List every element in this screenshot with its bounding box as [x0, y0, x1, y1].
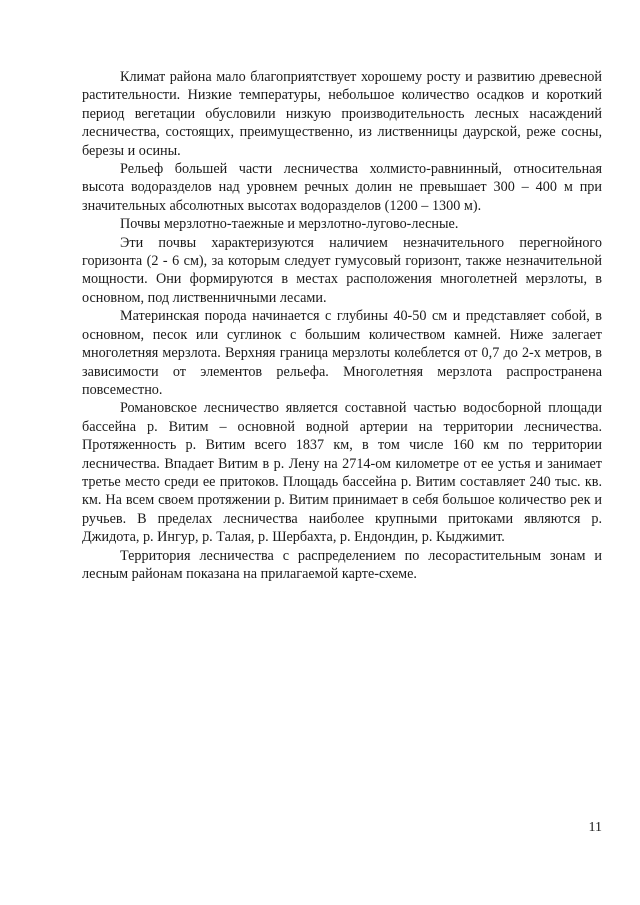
paragraph-soil-horizons: Эти почвы характеризуются наличием незначительного перегнойного горизонта (2 - 6 см), за которым следует гумусовый горизонт, также незначительной мощности. Они формируются в местах расположения многолетней мерзлоты, в основном, под лиственничными лесами.	[82, 234, 602, 306]
paragraph-vitim-river: Романовское лесничество является составной частью водосборной площади бассейна р. Витим – основной водной артерии на территории лесничества. Протяженность р. Витим всего 1837 км, в том числе 160 км по территории лесничества. Впадает Витим в р. Лену на 2714-ом километре от ее устья и занимает третье место среди ее притоков. Площадь бассейна р. Витим составляет 240 тыс. кв. км. На всем своем протяжении р. Витим принимает в себя большое количество рек и ручьев. В пределах лесничества наиболее крупными притоками являются р. Джидота, р. Ингур, р. Талая, р. Шербахта, р. Ендондин, р. Кыджимит.	[82, 400, 602, 546]
paragraph-parent-rock: Материнская порода начинается с глубины 40-50 см и представляет собой, в основном, песок или суглинок с большим количеством камней. Ниже залегает многолетняя мерзлота. Верхняя граница мерзлоты колеблется от 0,7 до 2-х метров, в зависимости от элементов рельефа. Многолетняя мерзлота распространена повсеместно.	[82, 308, 602, 398]
paragraph-relief: Рельеф большей части лесничества холмисто-равнинный, относительная высота водоразделов над уровнем речных долин не превышает 300 – 400 м при значительных абсолютных высотах водоразделов (1200 – 1300 м).	[82, 161, 602, 214]
paragraph-map-reference: Территория лесничества с распределением по лесорастительным зонам и лесным районам показана на прилагаемой карте-схеме.	[82, 547, 602, 582]
paragraph-soils: Почвы мерзлотно-таежные и мерзлотно-лугово-лесные.	[120, 216, 459, 233]
paragraph-climate: Климат района мало благоприятствует хорошему росту и развитию древесной растительности. Низкие температуры, небольшое количество осадков и короткий период вегетации обусловили низкую производительность лесных насаждений лесничества, состоящих, преимущественно, из лиственницы даурской, реже сосны, березы и осины.	[82, 69, 602, 159]
page-number: 11	[588, 820, 602, 835]
document-body	[82, 68, 602, 583]
